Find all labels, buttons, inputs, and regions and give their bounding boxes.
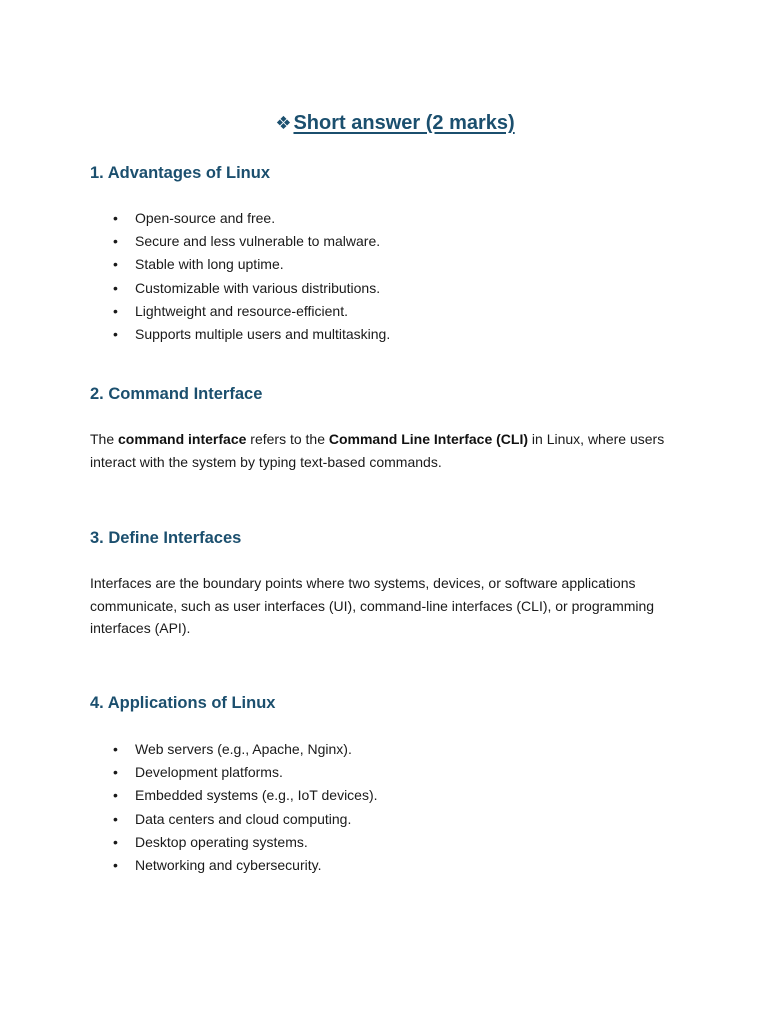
page-title: [0, 112, 768, 135]
section-heading-applications: 4. Applications of Linux: [90, 694, 276, 712]
section-heading-command-interface: 2. Command Interface: [90, 385, 263, 403]
applications-list: [90, 738, 378, 877]
list-item: • Embedded systems (e.g., IoT devices).: [90, 784, 378, 807]
bullet-icon: •: [113, 279, 118, 296]
bullet-icon: •: [113, 833, 118, 850]
list-item: • Web servers (e.g., Apache, Nginx).: [90, 738, 378, 761]
list-item: • Open-source and free.: [90, 207, 390, 230]
list-item: • Customizable with various distributions.: [90, 277, 390, 300]
bullet-icon: •: [113, 326, 118, 343]
advantages-list: [90, 207, 390, 346]
bullet-icon: •: [113, 764, 118, 781]
list-item: • Development platforms.: [90, 761, 378, 784]
bullet-icon: •: [113, 302, 118, 319]
list-item: • Lightweight and resource-efficient.: [90, 300, 390, 323]
define-interfaces-paragraph: Interfaces are the boundary points where two systems, devices, or software applications communicate, such as user interfaces (UI), command-line interfaces (CLI), or programming interfaces (API).: [90, 575, 655, 636]
list-item: • Data centers and cloud computing.: [90, 808, 378, 831]
list-item: • Desktop operating systems.: [90, 831, 378, 854]
list-item: • Stable with long uptime.: [90, 253, 390, 276]
four-diamond-icon: ❖: [275, 113, 292, 133]
list-item: • Networking and cybersecurity.: [90, 854, 378, 877]
list-item: • Secure and less vulnerable to malware.: [90, 230, 390, 253]
bullet-icon: •: [113, 256, 118, 273]
command-interface-paragraph: The command interface refers to the Command Line Interface (CLI) in Linux, where users interact with the system by typing text-based commands.: [90, 431, 665, 470]
section-heading-advantages: 1. Advantages of Linux: [90, 164, 271, 182]
bullet-icon: •: [113, 210, 118, 226]
bullet-icon: •: [113, 857, 118, 874]
page-title-text: Short answer (2 marks): [293, 112, 515, 134]
bullet-icon: •: [113, 741, 118, 757]
list-item: • Supports multiple users and multitasking.: [90, 323, 390, 346]
bullet-icon: •: [113, 787, 118, 804]
bullet-icon: •: [113, 810, 118, 827]
section-heading-define-interfaces: 3. Define Interfaces: [90, 529, 242, 547]
bullet-icon: •: [113, 233, 118, 250]
